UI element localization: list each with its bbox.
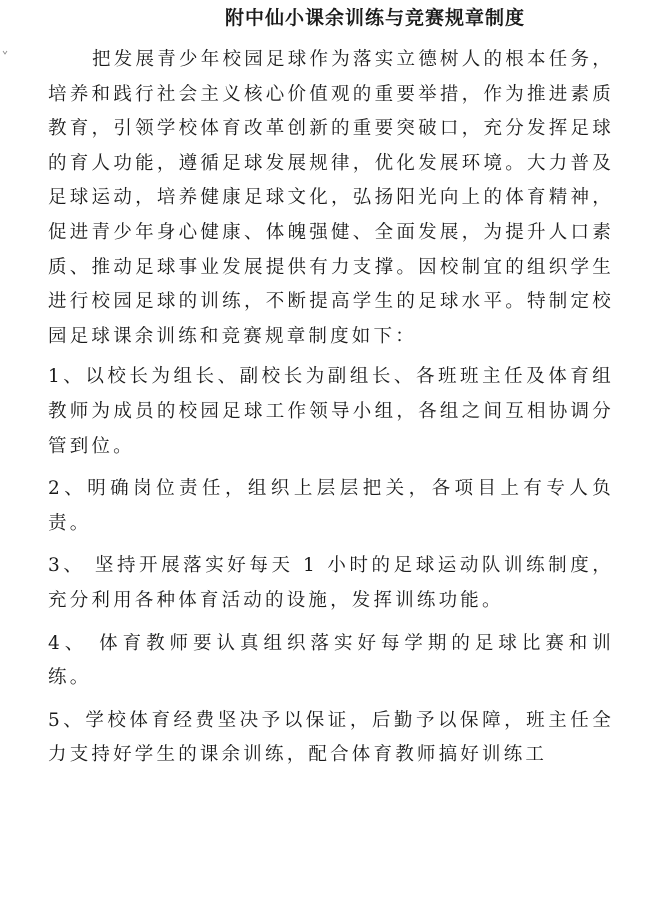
intro-paragraph: 把发展青少年校园足球作为落实立德树人的根本任务，培养和践行社会主义核心价值观的重要举措，作为推进素质教育，引领学校体育改革创新的重要突破口，充分发挥足球的育人功能，遵循足球发展规律，优化发展环境。大力普及足球运动，培养健康足球文化，弘扬阳光向上的体育精神，促进青少年身心健康、体魄强健、全面发展，为提升人口素质、推动足球事业发展提供有力支撑。因校制宜的组织学生进行校园足球的训练，不断提高学生的足球水平。特制定校园足球课余训练和竞赛规章制度如下：	[48, 49, 614, 347]
document-title: 附中仙小课余训练与竞赛规章制度	[225, 7, 526, 29]
list-item: 5、学校体育经费坚决予以保证，后勤予以保障，班主任全力支持好学生的课余训练，配合体育教师搞好训练工	[48, 709, 614, 766]
paragraph-mark-icon	[2, 50, 8, 56]
list-item: 3、 坚持开展落实好每天 1 小时的足球运动队训练制度，充分利用各种体育活动的设施，发挥训练功能。	[48, 555, 614, 611]
document-body	[48, 43, 614, 773]
list-item: 4、 体育教师要认真组织落实好每学期的足球比赛和训练。	[48, 632, 614, 689]
list-item: 1、以校长为组长、副校长为副组长、各班班主任及体育组教师为成员的校园足球工作领导小组，各组之间互相协调分管到位。	[48, 366, 614, 457]
list-item: 2、明确岗位责任，组织上层层把关，各项目上有专人负责。	[48, 478, 614, 534]
